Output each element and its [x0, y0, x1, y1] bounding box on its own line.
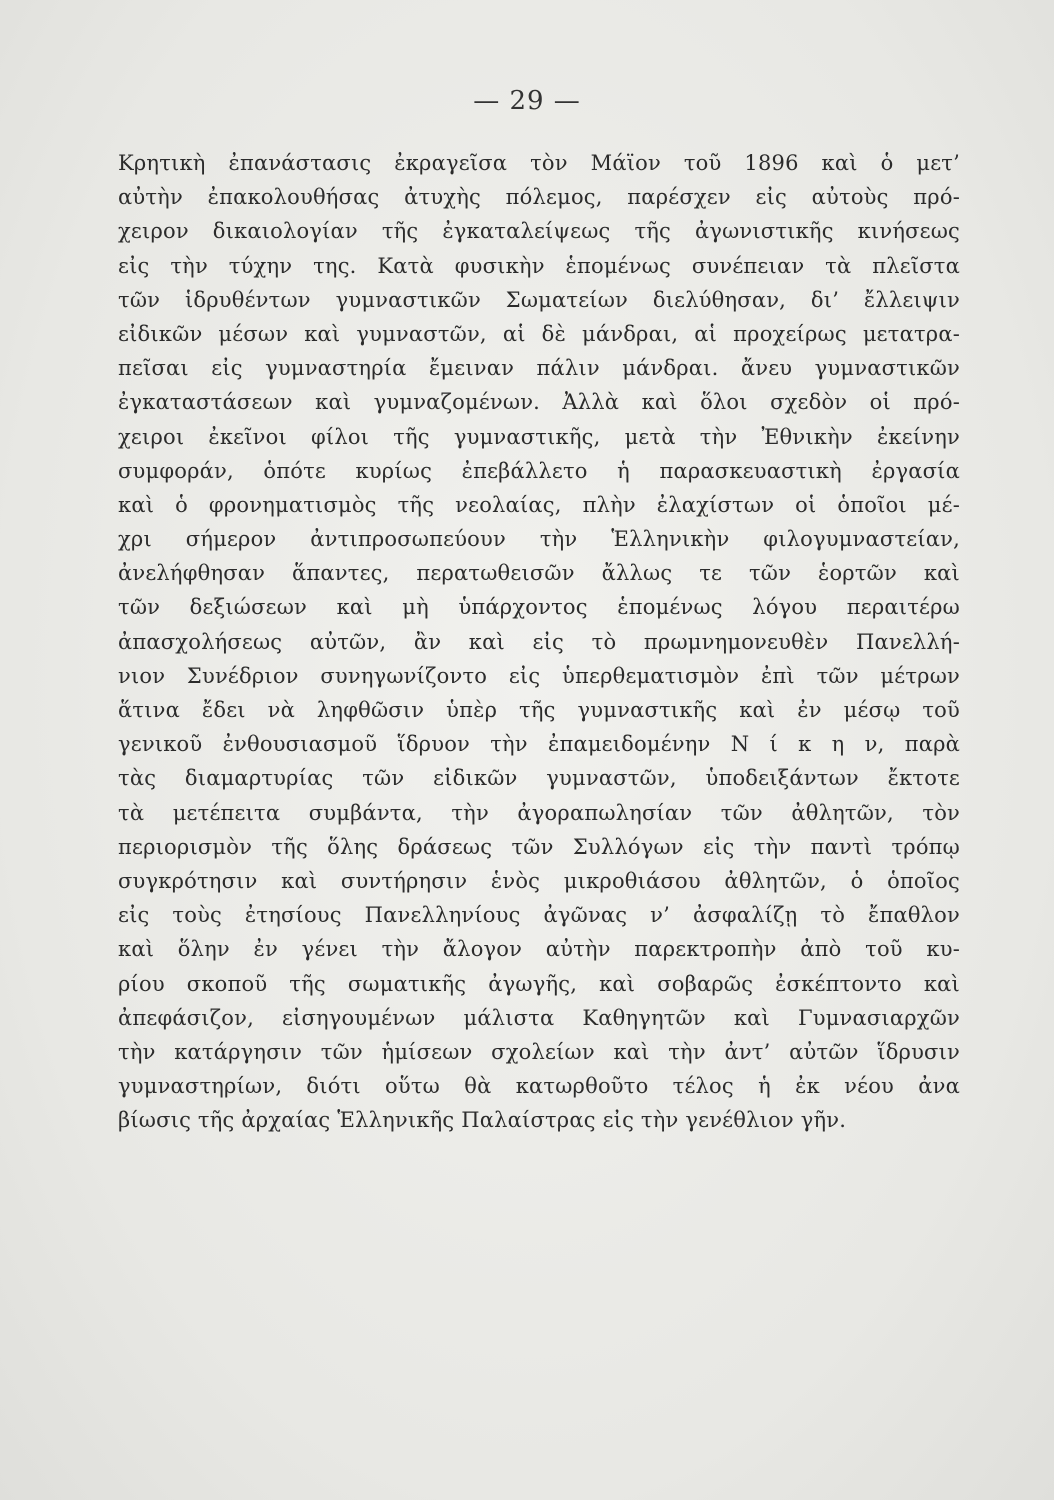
text-line: χειρον δικαιολογίαν τῆς ἐγκαταλείψεως τῆς ἀγωνιστικῆς κινήσεως: [118, 219, 960, 244]
text-line: περιορισμὸν τῆς ὅλης δράσεως τῶν Συλλόγων εἰς τὴν παντὶ τρόπῳ: [118, 834, 960, 859]
text-line: ἐγκαταστάσεων καὶ γυμναζομένων. Ἀλλὰ καὶ ὅλοι σχεδὸν οἱ πρό-: [118, 390, 960, 415]
text-line: ἀνελήφθησαν ἅπαντες, περατωθεισῶν ἄλλως τε τῶν ἑορτῶν καὶ: [118, 561, 960, 586]
text-line: ρίου σκοποῦ τῆς σωματικῆς ἀγωγῆς, καὶ σοβαρῶς ἐσκέπτοντο καὶ: [118, 971, 960, 996]
text-line: καὶ ὁ φρονηματισμὸς τῆς νεολαίας, πλὴν ἐλαχίστων οἱ ὁποῖοι μέ-: [118, 492, 960, 517]
text-line: συμφοράν, ὁπότε κυρίως ἐπεβάλλετο ἡ παρασκευαστικὴ ἐργασία: [118, 458, 960, 483]
text-line: εἰδικῶν μέσων καὶ γυμναστῶν, αἱ δὲ μάνδραι, αἱ προχείρως μετατρα-: [118, 321, 960, 346]
text-line: ἅτινα ἔδει νὰ ληφθῶσιν ὑπὲρ τῆς γυμναστικῆς καὶ ἐν μέσῳ τοῦ: [118, 698, 960, 722]
text-line: εἰς τὴν τύχην της. Κατὰ φυσικὴν ἑπομένως συνέπειαν τὰ πλεῖστα: [118, 253, 960, 278]
text-line: ἀπεφάσιζον, εἰσηγουμένων μάλιστα Καθηγητῶν καὶ Γυμνασιαρχῶν: [118, 1005, 960, 1030]
text-line: εἰς τοὺς ἐτησίους Πανελληνίους ἀγῶνας ν’ ἀσφαλίζῃ τὸ ἔπαθλον: [118, 903, 960, 928]
text-line: τῶν δεξιώσεων καὶ μὴ ὑπάρχοντος ἑπομένως λόγου περαιτέρω: [118, 595, 960, 620]
text-line: νιον Συνέδριον συνηγωνίζοντο εἰς ὑπερθεματισμὸν ἐπὶ τῶν μέτρων: [118, 663, 960, 688]
text-line: Κρητικὴ ἐπανάστασις ἐκραγεῖσα τὸν Μάϊον τοῦ 1896 καὶ ὁ μετ’: [118, 151, 960, 175]
text-line: ἀπασχολήσεως αὐτῶν, ἂν καὶ εἰς τὸ πρωμνημονευθὲν Πανελλή-: [118, 629, 960, 654]
text-line: γενικοῦ ἐνθουσιασμοῦ ἵδρυον τὴν ἐπαμειδομένην Ν ί κ η ν, παρὰ: [118, 732, 960, 757]
text-line: γυμναστηρίων, διότι οὕτω θὰ κατωρθοῦτο τέλος ἡ ἐκ νέου ἀνα: [118, 1074, 960, 1099]
page-number: — 29 —: [473, 86, 581, 116]
text-line: πεῖσαι εἰς γυμναστηρία ἔμειναν πάλιν μάνδραι. ἄνευ γυμναστικῶν: [118, 356, 960, 381]
text-line: τὰς διαμαρτυρίας τῶν εἰδικῶν γυμναστῶν, ὑποδειξάντων ἔκτοτε: [118, 766, 960, 791]
text-line: τῶν ἱδρυθέντων γυμναστικῶν Σωματείων διελύθησαν, δι’ ἔλλειψιν: [118, 287, 960, 312]
body-text: [118, 146, 960, 1137]
text-line: τὰ μετέπειτα συμβάντα, τὴν ἀγοραπωλησίαν τῶν ἀθλητῶν, τὸν: [118, 800, 960, 825]
text-line: αὐτὴν ἐπακολουθήσας ἀτυχὴς πόλεμος, παρέσχεν εἰς αὐτοὺς πρό-: [118, 185, 960, 210]
text-line: βίωσις τῆς ἀρχαίας Ἑλληνικῆς Παλαίστρας εἰς τὴν γενέθλιον γῆν.: [118, 1108, 847, 1133]
text-line: συγκρότησιν καὶ συντήρησιν ἑνὸς μικροθιάσου ἀθλητῶν, ὁ ὁποῖος: [118, 868, 960, 893]
text-line: χειροι ἐκεῖνοι φίλοι τῆς γυμναστικῆς, μετὰ τὴν Ἐθνικὴν ἐκείνην: [118, 424, 960, 449]
text-line: τὴν κατάργησιν τῶν ἡμίσεων σχολείων καὶ τὴν ἀντ’ αὐτῶν ἵδρυσιν: [118, 1039, 960, 1064]
text-line: χρι σήμερον ἀντιπροσωπεύουν τὴν Ἑλληνικὴν φιλογυμναστείαν,: [118, 527, 960, 552]
text-line: καὶ ὅλην ἐν γένει τὴν ἄλογον αὐτὴν παρεκτροπὴν ἀπὸ τοῦ κυ-: [118, 937, 960, 962]
